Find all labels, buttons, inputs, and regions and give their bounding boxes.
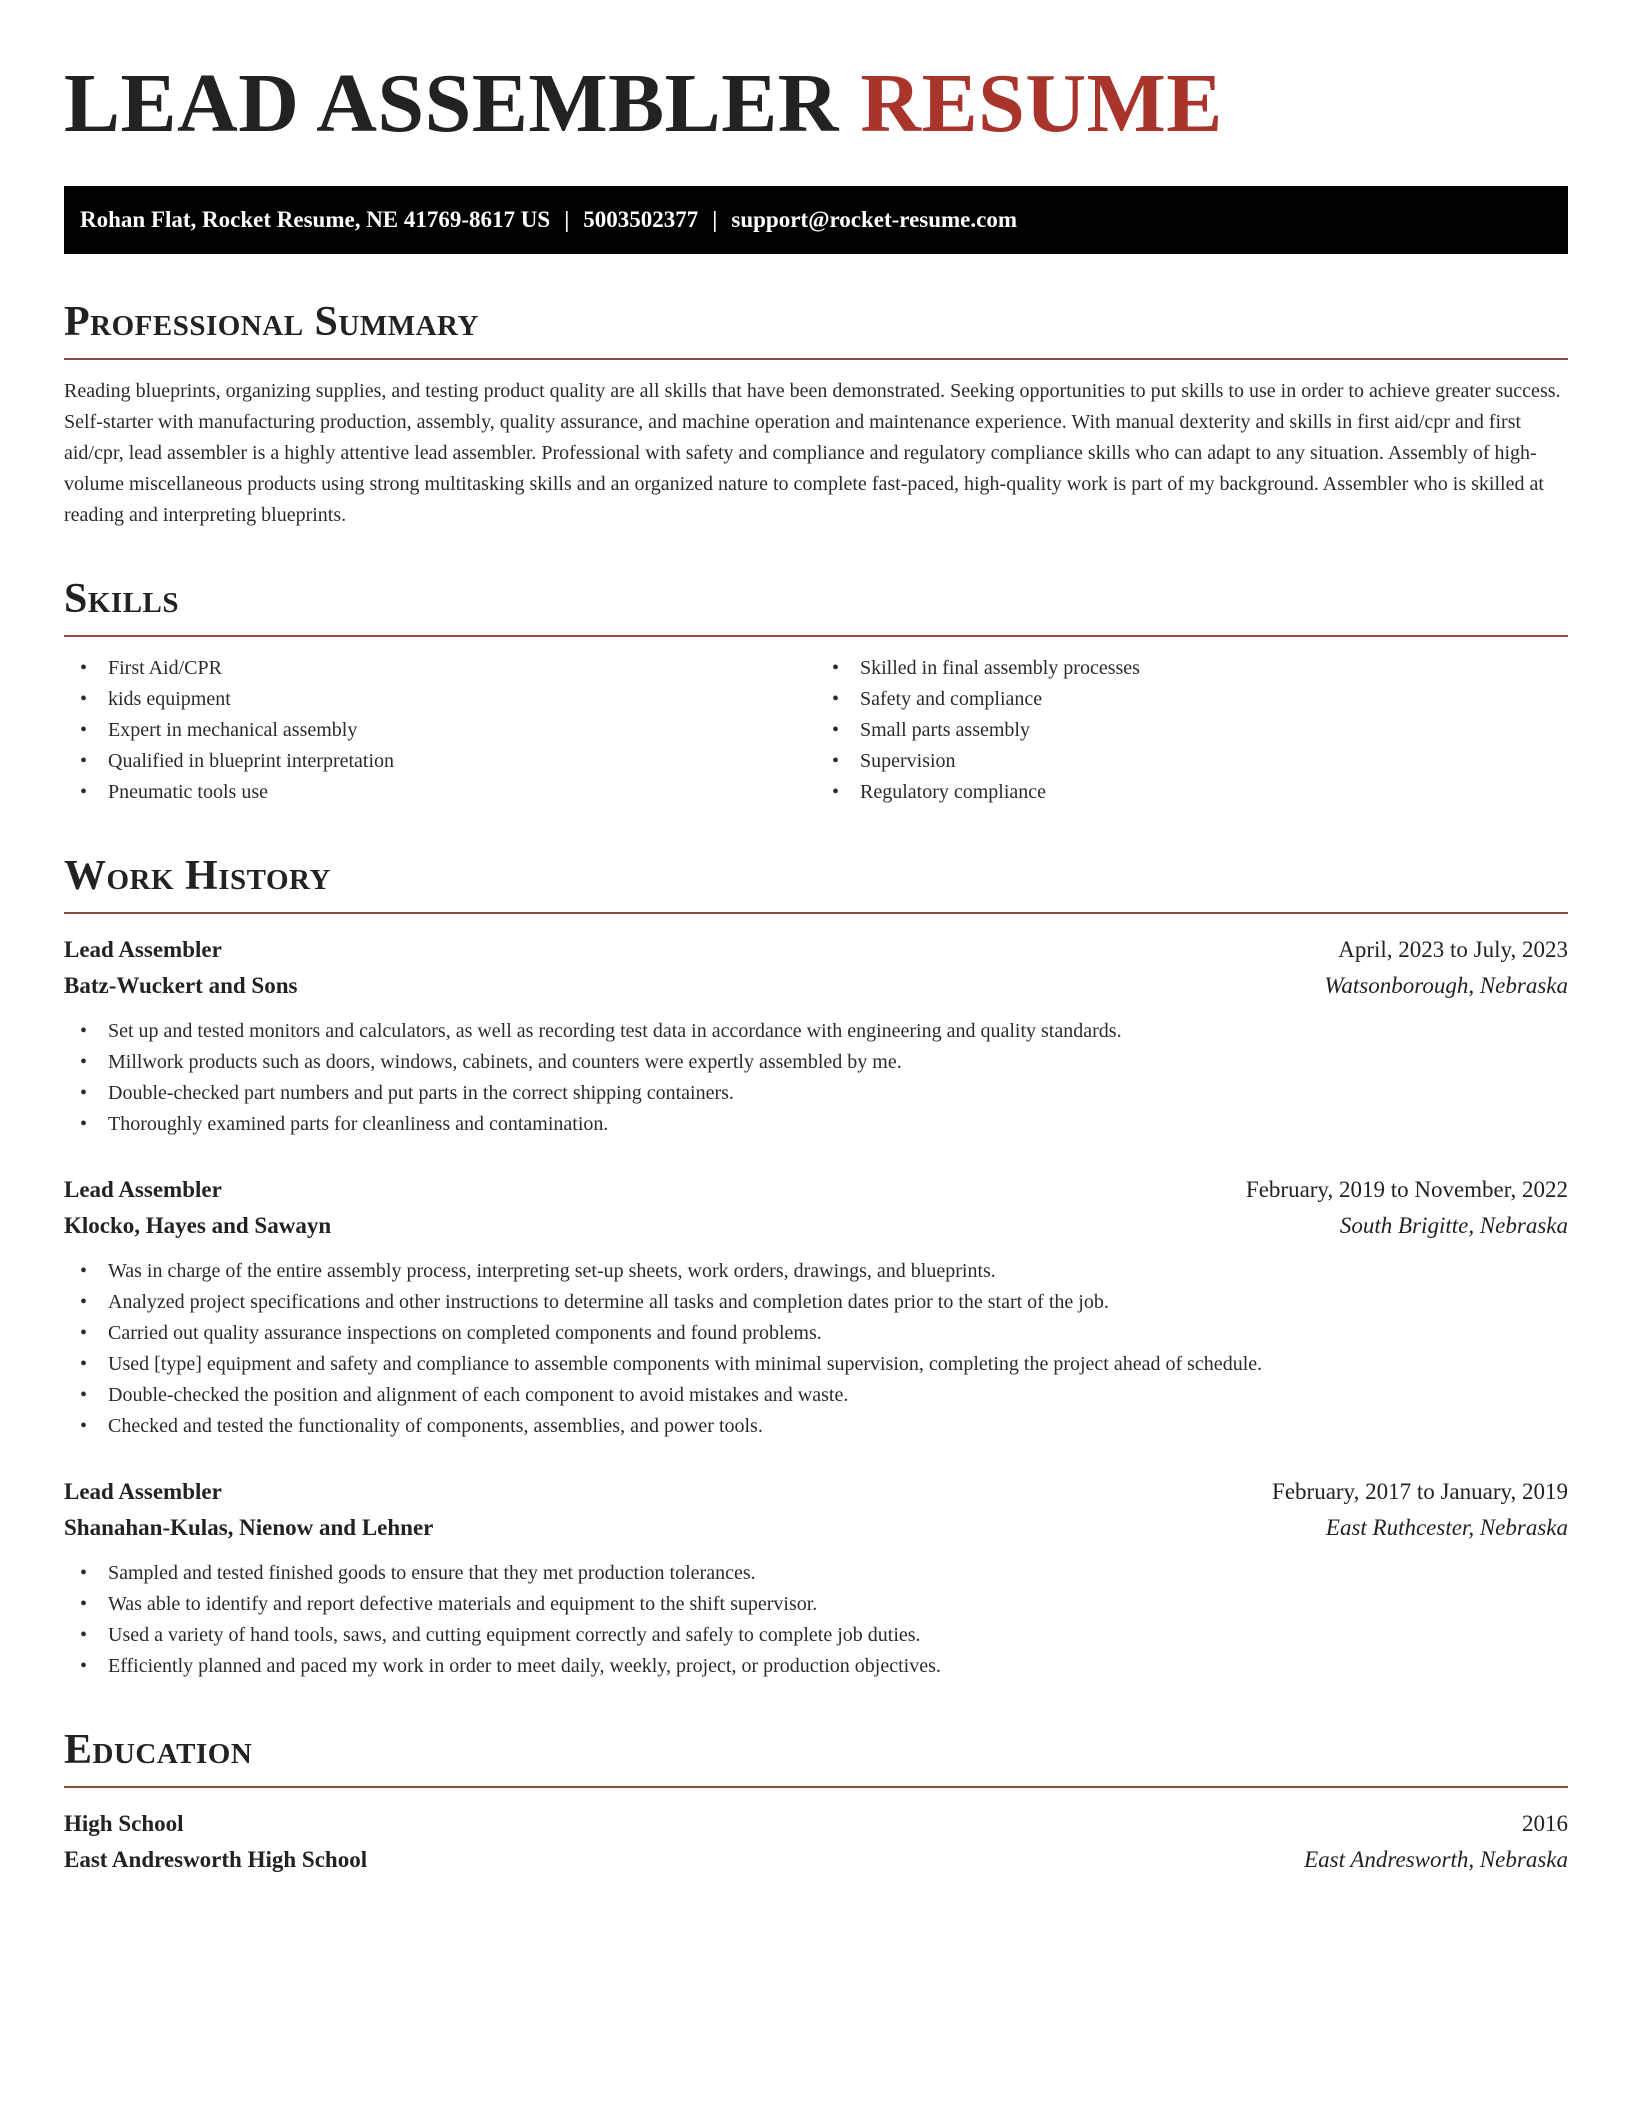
job-company: Klocko, Hayes and Sawayn <box>64 1213 332 1238</box>
job-entry <box>64 1172 1568 1442</box>
job-duty: • Used a variety of hand tools, saws, and cutting equipment correctly and safely to complete job duties. <box>64 1620 1568 1651</box>
skill-item: • Regulatory compliance <box>816 777 1568 808</box>
job-location: Watsonborough, Nebraska <box>1324 973 1568 998</box>
job-duty: • Double-checked the position and alignment of each component to avoid mistakes and waste. <box>64 1380 1568 1411</box>
skills-list-right <box>816 653 1568 808</box>
job-dates: February, 2019 to November, 2022 <box>1245 1177 1568 1202</box>
job-duty: • Carried out quality assurance inspections on completed components and found problems. <box>64 1318 1568 1349</box>
contact-phone[interactable]: 5003502377 <box>583 207 699 232</box>
job-duties-list <box>64 1256 1568 1442</box>
skill-item: • Expert in mechanical assembly <box>64 715 816 746</box>
job-duty: • Used [type] equipment and safety and compliance to assemble components with minimal supervision, completing the project ahead of schedule. <box>64 1349 1568 1380</box>
job-title: Lead Assembler <box>64 1177 222 1202</box>
contact-separator: | <box>564 207 570 232</box>
summary-text: Reading blueprints, organizing supplies, and testing product quality are all skills that have been demonstrated. Seeking opportunities to put skills to use in order to achieve greater success. Self-starter with manufacturing production, assembly, quality assurance, and machine operation and maintenance experience. With manual dexterity and skills in first aid/cpr and first aid/cpr, lead assembler is a highly attentive lead assembler. Professional with safety and compliance and regulatory compliance skills who can adapt to any situation. Assembly of high-volume miscellaneous products using strong multitasking skills and an organized nature to complete fast-paced, high-quality work is part of my background. Assembler who is skilled at reading and interpreting blueprints. <box>64 380 1561 526</box>
resume-title <box>64 0 1568 152</box>
job-entry <box>64 932 1568 1140</box>
contact-email[interactable]: support@rocket-resume.com <box>731 207 1018 232</box>
skill-item: • First Aid/CPR <box>64 653 816 684</box>
skills-columns <box>64 653 1568 808</box>
job-location: East Ruthcester, Nebraska <box>1325 1515 1568 1540</box>
job-duty: • Millwork products such as doors, windows, cabinets, and counters were expertly assembled by me. <box>64 1047 1568 1078</box>
skills-heading: Skills <box>64 576 180 622</box>
education-location: East Andresworth, Nebraska <box>1304 1847 1568 1872</box>
job-duty: • Set up and tested monitors and calculators, as well as recording test data in accordance with engineering and quality standards. <box>64 1016 1568 1047</box>
education-entry <box>64 1806 1568 1878</box>
job-title: Lead Assembler <box>64 937 222 962</box>
job-duty: • Thoroughly examined parts for cleanliness and contamination. <box>64 1109 1568 1140</box>
section-divider <box>64 912 1568 914</box>
education-school: East Andresworth High School <box>64 1847 368 1872</box>
skill-item: • Safety and compliance <box>816 684 1568 715</box>
job-location: South Brigitte, Nebraska <box>1339 1213 1568 1238</box>
education-year: 2016 <box>1522 1811 1568 1836</box>
work-history-section <box>64 852 1568 1682</box>
job-duty: • Double-checked part numbers and put parts in the correct shipping containers. <box>64 1078 1568 1109</box>
contact-address: Rohan Flat, Rocket Resume, NE 41769-8617 US <box>80 207 551 232</box>
title-main: LEAD ASSEMBLER <box>64 57 839 150</box>
skill-item: • Skilled in final assembly processes <box>816 653 1568 684</box>
job-duty: • Efficiently planned and paced my work in order to meet daily, weekly, project, or production objectives. <box>64 1651 1568 1682</box>
job-company: Batz-Wuckert and Sons <box>64 973 298 998</box>
education-degree: High School <box>64 1811 184 1836</box>
skill-item: • kids equipment <box>64 684 816 715</box>
job-duties-list <box>64 1558 1568 1682</box>
skill-item: • Pneumatic tools use <box>64 777 816 808</box>
job-company: Shanahan-Kulas, Nienow and Lehner <box>64 1515 434 1540</box>
job-duties-list <box>64 1016 1568 1140</box>
job-entry <box>64 1474 1568 1682</box>
job-duty: • Was in charge of the entire assembly process, interpreting set-up sheets, work orders, drawings, and blueprints. <box>64 1256 1568 1287</box>
title-accent: RESUME <box>860 57 1223 150</box>
job-duty: • Sampled and tested finished goods to ensure that they met production tolerances. <box>64 1558 1568 1589</box>
education-heading: Education <box>64 1727 253 1773</box>
skills-list-left <box>64 653 816 808</box>
contact-separator: | <box>712 207 718 232</box>
work-history-heading: Work History <box>64 853 331 899</box>
job-dates: February, 2017 to January, 2019 <box>1272 1479 1568 1504</box>
section-divider <box>64 1786 1568 1788</box>
job-dates: April, 2023 to July, 2023 <box>1338 937 1568 962</box>
skills-section <box>64 575 1568 808</box>
skill-item: • Supervision <box>816 746 1568 777</box>
section-divider <box>64 358 1568 360</box>
summary-heading: Professional Summary <box>64 299 479 345</box>
contact-bar <box>64 186 1568 254</box>
job-title: Lead Assembler <box>64 1479 222 1504</box>
job-duty: • Checked and tested the functionality of components, assemblies, and power tools. <box>64 1411 1568 1442</box>
job-duty: • Analyzed project specifications and other instructions to determine all tasks and completion dates prior to the start of the job. <box>64 1287 1568 1318</box>
summary-section <box>64 298 1568 531</box>
education-section <box>64 1726 1568 1878</box>
skill-item: • Qualified in blueprint interpretation <box>64 746 816 777</box>
section-divider <box>64 635 1568 637</box>
job-duty: • Was able to identify and report defective materials and equipment to the shift supervisor. <box>64 1589 1568 1620</box>
skill-item: • Small parts assembly <box>816 715 1568 746</box>
